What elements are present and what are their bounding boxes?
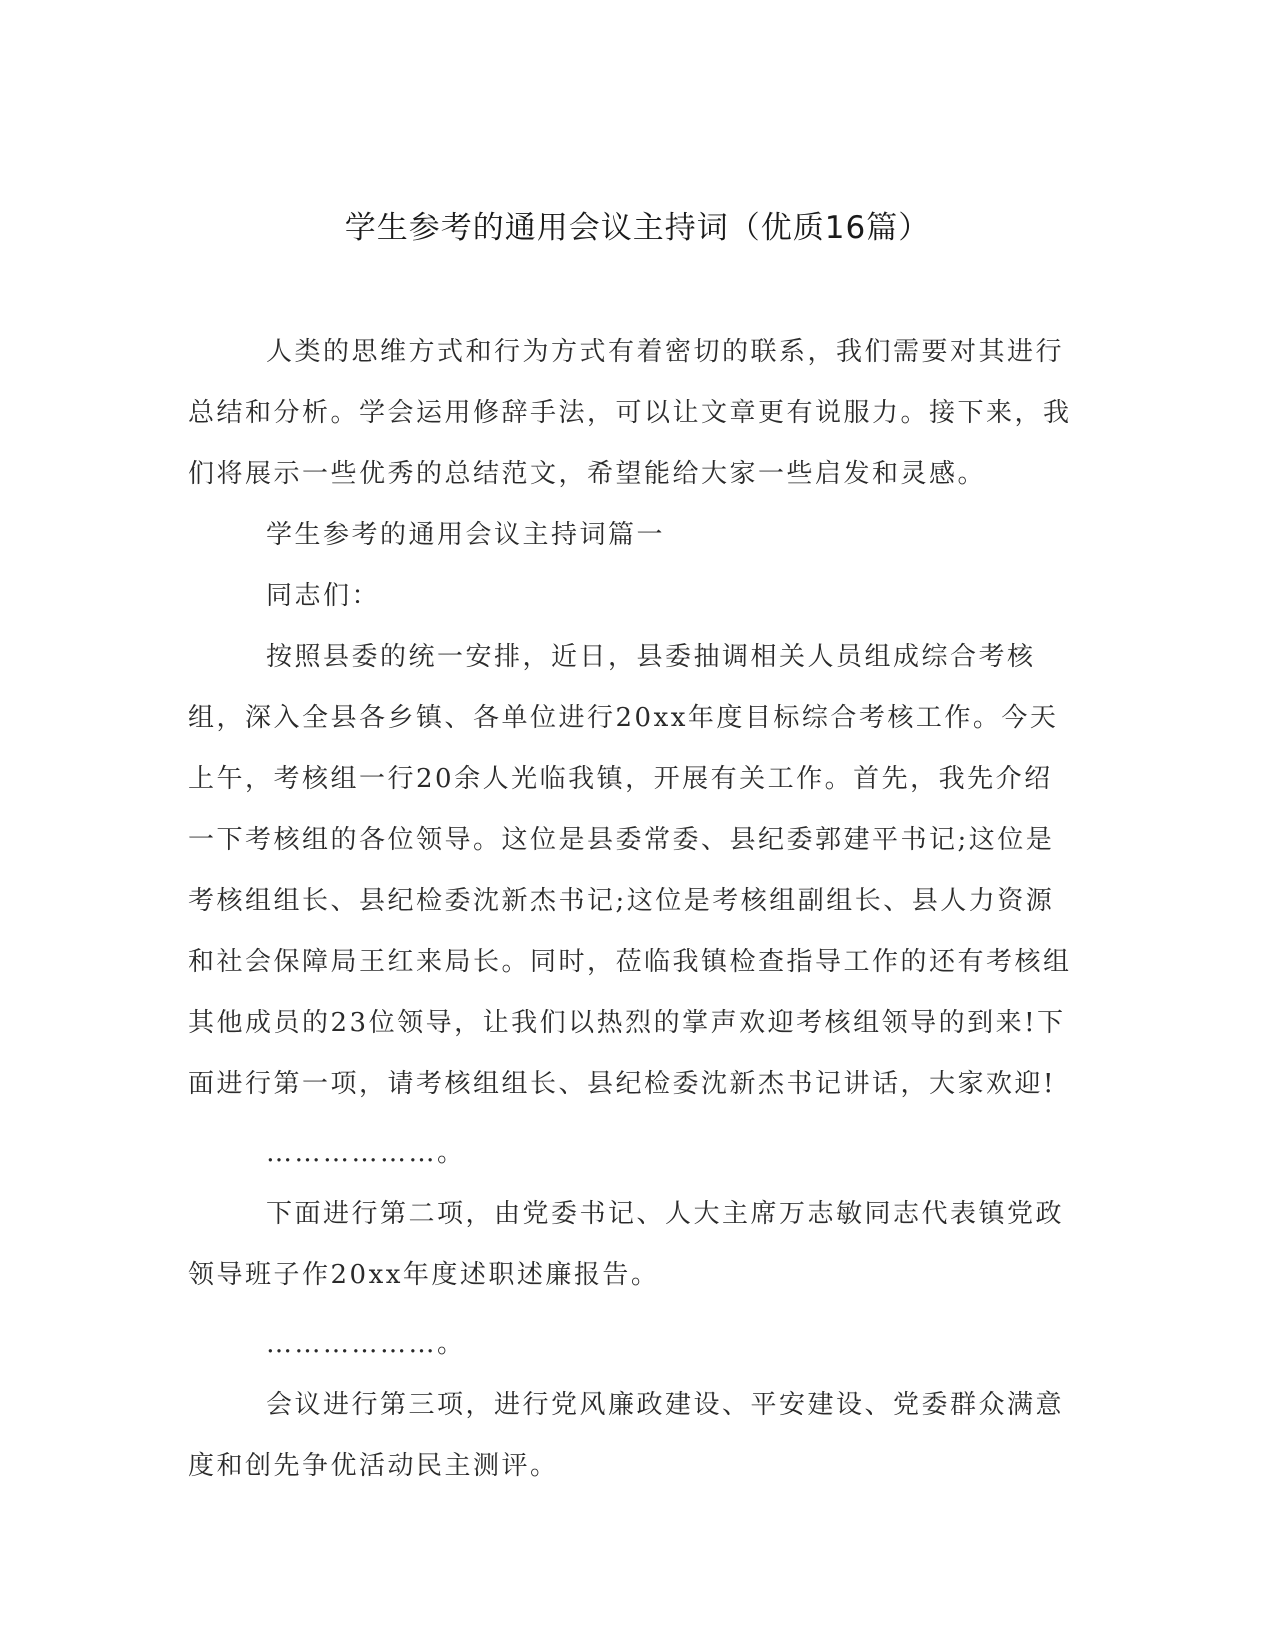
ellipsis-line: ………………。 [266, 1138, 466, 1168]
body-paragraph: 按照县委的统一安排，近日，县委抽调相关人员组成综合考核组，深入全县各乡镇、各单位进行20xx年度目标综合考核工作。今天上午，考核组一行20余人光临我镇，开展有关工作。首先，我先介绍一下考核组的各位领导。这位是县委常委、县纪委郭建平书记;这位是考核组组长、县纪检委沈新杰书记;这位是考核组副组长、县人力资源和社会保障局王红来局长。同时，莅临我镇检查指导工作的还有考核组其他成员的23位领导，让我们以热烈的掌声欢迎考核组领导的到来!下面进行第一项，请考核组组长、县纪检委沈新杰书记讲话，大家欢迎! [188, 642, 1072, 1099]
document-body [188, 322, 1078, 1497]
intro-paragraph: 人类的思维方式和行为方式有着密切的联系，我们需要对其进行总结和分析。学会运用修辞手法，可以让文章更有说服力。接下来，我们将展示一些优秀的总结范文，希望能给大家一些启发和灵感。 [188, 337, 1072, 489]
ellipsis-line: ………………。 [266, 1329, 466, 1359]
section-heading: 学生参考的通用会议主持词篇一 [266, 520, 666, 550]
document-title: 学生参考的通用会议主持词（优质16篇） [344, 210, 931, 246]
body-paragraph: 会议进行第三项，进行党风廉政建设、平安建设、党委群众满意度和创先争优活动民主测评。 [188, 1390, 1065, 1481]
salutation: 同志们： [266, 581, 381, 611]
body-paragraph: 下面进行第二项，由党委书记、人大主席万志敏同志代表镇党政领导班子作20xx年度述职述廉报告。 [188, 1199, 1065, 1290]
